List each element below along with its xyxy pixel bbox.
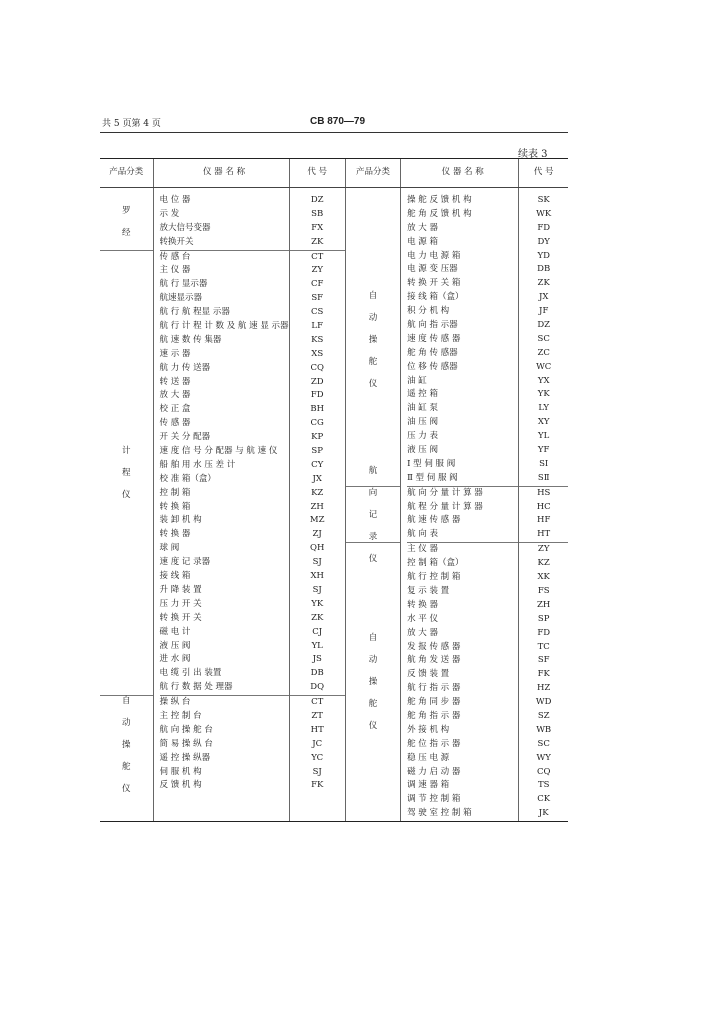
- instrument-code: LF: [311, 321, 323, 332]
- left-category-label: [100, 251, 153, 697]
- category-char: 动: [368, 312, 378, 323]
- instrument-name: 液 压 阀: [159, 640, 191, 651]
- instrument-code: ZK: [311, 612, 324, 623]
- instrument-name: 电 位 器: [159, 195, 191, 205]
- instrument-name: 航 程 分 量 计 算 器: [407, 501, 483, 512]
- right-code-group: [519, 194, 568, 487]
- instrument-name: 航 向 表: [407, 529, 438, 540]
- instrument-name: 接 线 箱: [159, 571, 191, 582]
- instrument-code: WB: [536, 724, 552, 735]
- category-char: 舵: [122, 762, 131, 773]
- right-name-group: [407, 543, 518, 821]
- instrument-name: 放 大 器: [407, 222, 438, 233]
- continuation-label: 续表 3: [518, 149, 548, 160]
- instrument-code: ZY: [537, 544, 550, 555]
- instrument-name: 转 换 器: [159, 529, 191, 540]
- instrument-code: JF: [539, 306, 549, 317]
- instrument-code: SK: [537, 195, 550, 205]
- left-code-group: [290, 194, 345, 251]
- instrument-code: HF: [537, 515, 551, 526]
- instrument-name: 传 感 器: [159, 418, 191, 429]
- instrument-name: 反 馈 机 构: [159, 780, 202, 791]
- instrument-name: 航 向 分 量 计 算 器: [407, 487, 483, 498]
- instrument-code: CT: [311, 697, 324, 708]
- instrument-code: CY: [311, 459, 324, 470]
- category-char: 自: [368, 290, 378, 301]
- instrument-name: 示 发: [159, 208, 180, 219]
- instrument-name: 转 换 箱: [159, 501, 191, 512]
- category-char: 操: [122, 740, 131, 751]
- instrument-code: SJ: [312, 584, 322, 595]
- left-code-group: [290, 251, 345, 697]
- instrument-name: 积 分 机 构: [407, 306, 450, 317]
- instrument-name: 航 向 指 示器: [407, 320, 458, 331]
- header-rule: [100, 132, 568, 133]
- instrument-name: 校 正 盒: [159, 404, 191, 415]
- instrument-code: ZC: [537, 347, 550, 358]
- instrument-name: 放大信号变器: [159, 222, 211, 233]
- left-name-column: [153, 188, 289, 822]
- category-char: 操: [368, 677, 378, 688]
- instrument-name: 航 向 操 舵 台: [159, 724, 213, 735]
- instrument-name: 航 行 计 程 计 数 及 航 速 显 示器: [159, 321, 289, 332]
- instrument-name: 反 馈 装 置: [407, 669, 450, 680]
- header-category-2: 产品分类: [345, 159, 400, 188]
- instrument-name: 操 纵 台: [159, 697, 191, 708]
- instrument-code: ZD: [310, 376, 324, 387]
- instrument-code: YD: [537, 250, 550, 261]
- instrument-name: 舵 角 传 感器: [407, 347, 458, 358]
- right-category-label: [346, 543, 400, 821]
- instrument-code: DZ: [310, 195, 324, 205]
- instrument-name: 水 平 仪: [407, 613, 438, 624]
- instrument-code: HC: [536, 501, 551, 512]
- instrument-code: FK: [537, 669, 550, 680]
- left-code-group: [290, 696, 345, 793]
- instrument-code: KP: [311, 432, 324, 443]
- instrument-name: 主 仪 器: [159, 265, 191, 276]
- instrument-name: 舵 位 指 示 器: [407, 738, 461, 749]
- instrument-code: DY: [537, 236, 550, 247]
- instrument-name: 速 度 信 号 分 配器 与 航 速 仪: [159, 446, 278, 457]
- instrument-name: 速 度 传 感 器: [407, 333, 461, 344]
- instrument-code: YL: [311, 640, 323, 651]
- instrument-code: BH: [310, 404, 325, 415]
- instrument-code: SJ: [312, 766, 322, 777]
- instrument-code: JC: [312, 738, 323, 749]
- instrument-name: 航 行 指 示 器: [407, 683, 461, 694]
- table-body: [100, 188, 568, 822]
- instrument-code: HT: [537, 529, 551, 540]
- instrument-code: CS: [311, 307, 324, 318]
- instrument-name: 速 度 记 录器: [159, 557, 211, 568]
- page-number-header: 共 5 页第 4 页: [102, 119, 161, 129]
- category-char: 仪: [122, 784, 131, 795]
- right-category-label: [346, 194, 400, 487]
- instrument-code: WK: [536, 208, 552, 219]
- instrument-name: 位 移 传 感器: [407, 361, 458, 372]
- instrument-code: FS: [537, 585, 550, 596]
- instrument-code: TC: [537, 641, 550, 652]
- instrument-name: 球 阀: [159, 543, 180, 554]
- instrument-code: ZK: [537, 278, 550, 289]
- instrument-code: YK: [311, 598, 324, 609]
- instrument-name: 电 缆 引 出 装置: [159, 668, 222, 679]
- instrument-name: 转换开关: [159, 236, 194, 247]
- instrument-name: 航 行 航 程显 示器: [159, 307, 230, 318]
- instrument-name: 航 力 传 送器: [159, 362, 211, 373]
- category-char: 罗: [122, 205, 131, 216]
- instrument-code: XS: [311, 348, 324, 359]
- instrument-name: 航 速 传 感 器: [407, 515, 461, 526]
- instrument-code: ZK: [311, 236, 324, 247]
- instrument-code: SF: [537, 655, 550, 666]
- instrument-name: 电 源 箱: [407, 236, 438, 247]
- right-name-column: [401, 188, 519, 822]
- instrument-name: 速 示 器: [159, 348, 191, 359]
- category-char: 录: [368, 531, 378, 542]
- instrument-name: 磁 电 计: [159, 626, 191, 637]
- left-name-group: [160, 696, 289, 793]
- instrument-name: 调 速 器 箱: [407, 780, 450, 791]
- instrument-code: TS: [537, 780, 550, 791]
- instrument-code: MZ: [309, 515, 325, 526]
- category-char: 经: [122, 227, 131, 238]
- instrument-code-table: [100, 158, 568, 822]
- instrument-code: CQ: [536, 766, 551, 777]
- instrument-code: FD: [537, 627, 551, 638]
- instrument-name: 舵 角 指 示 器: [407, 710, 461, 721]
- instrument-name: 航速显示器: [159, 293, 203, 304]
- instrument-name: Ⅰ 型 伺 服 阀: [407, 458, 456, 469]
- instrument-name: 转 换 开 关: [159, 612, 202, 623]
- right-code-group: [519, 487, 568, 544]
- right-category-label: [346, 465, 400, 564]
- instrument-name: 油 压 阀: [407, 417, 438, 428]
- instrument-code: CK: [537, 794, 551, 805]
- instrument-code: ZJ: [312, 529, 322, 540]
- instrument-code: QH: [310, 543, 325, 554]
- instrument-code: HZ: [537, 683, 551, 694]
- left-category-label: [100, 696, 153, 793]
- instrument-code: KZ: [311, 487, 324, 498]
- instrument-code: XK: [537, 572, 550, 583]
- category-char: 向: [368, 487, 378, 498]
- instrument-code: WC: [536, 361, 552, 372]
- instrument-code: CQ: [310, 362, 324, 373]
- right-code-group: [519, 543, 568, 821]
- instrument-name: 电 力 电 源 箱: [407, 250, 461, 261]
- instrument-name: 航 角 发 送 器: [407, 655, 461, 666]
- instrument-code: WD: [535, 697, 552, 708]
- category-char: 程: [122, 467, 131, 478]
- instrument-code: SZ: [537, 710, 550, 721]
- instrument-code: HS: [537, 487, 551, 498]
- standard-code-header: CB 870—79: [310, 116, 366, 127]
- category-char: 动: [122, 718, 131, 729]
- instrument-code: YF: [537, 445, 550, 456]
- instrument-code: KZ: [537, 558, 550, 569]
- instrument-code: LY: [538, 403, 550, 414]
- instrument-code: KS: [311, 334, 324, 345]
- instrument-name: 主 仪 器: [407, 544, 438, 555]
- instrument-name: 遥 控 箱: [407, 389, 438, 400]
- instrument-code: SP: [311, 446, 323, 457]
- instrument-code: ZT: [311, 710, 323, 721]
- right-code-column: [519, 188, 568, 822]
- instrument-name: 船 舶 用 水 压 差 计: [159, 459, 236, 470]
- table-header-row: [100, 159, 568, 188]
- instrument-name: 开 关 分 配器: [159, 432, 211, 443]
- instrument-name: 外 接 机 构: [407, 724, 450, 735]
- category-char: 记: [368, 509, 378, 520]
- instrument-name: 航 行 控 制 箱: [407, 572, 461, 583]
- instrument-code: YK: [537, 389, 550, 400]
- instrument-name: 驾 驶 室 控 制 箱: [407, 808, 472, 819]
- instrument-code: SB: [311, 208, 324, 219]
- instrument-name: 磁 力 启 动 器: [407, 766, 461, 777]
- instrument-code: DB: [537, 264, 551, 275]
- category-char: 自: [122, 696, 131, 707]
- header-name: 仪 器 名 称: [153, 159, 289, 188]
- category-char: 舵: [368, 699, 378, 710]
- right-name-group: [407, 194, 518, 487]
- category-char: 舵: [368, 356, 378, 367]
- instrument-code: DZ: [537, 320, 551, 331]
- instrument-name: 舵 角 反 馈 机 构: [407, 208, 472, 219]
- instrument-code: SC: [537, 333, 550, 344]
- instrument-code: ZY: [311, 265, 323, 276]
- instrument-name: 传 感 台: [159, 251, 191, 262]
- instrument-name: 进 水 阀: [159, 654, 191, 665]
- header-category: 产品分类: [100, 159, 153, 188]
- instrument-code: JX: [312, 473, 322, 484]
- instrument-code: FD: [310, 390, 324, 401]
- instrument-name: 升 降 装 置: [159, 584, 202, 595]
- category-char: 航: [368, 465, 378, 476]
- left-category-column: [100, 188, 153, 822]
- instrument-code: FD: [537, 222, 551, 233]
- instrument-code: DQ: [310, 682, 325, 693]
- instrument-name: 压 力 开 关: [159, 598, 202, 609]
- left-name-group: [160, 251, 289, 697]
- instrument-name: 转 送 器: [159, 376, 191, 387]
- left-code-column: [289, 188, 345, 822]
- category-char: 计: [122, 445, 131, 456]
- instrument-name: 调 节 控 制 箱: [407, 794, 461, 805]
- instrument-name: 遥 控 操 纵器: [159, 752, 211, 763]
- instrument-name: 航 速 数 传 集器: [159, 334, 222, 345]
- instrument-code: SC: [537, 738, 550, 749]
- instrument-code: XH: [310, 571, 324, 582]
- instrument-name: 转 换 开 关 箱: [407, 278, 461, 289]
- instrument-name: 转 换 器: [407, 599, 438, 610]
- instrument-code: DB: [310, 668, 324, 679]
- category-char: 仪: [368, 721, 378, 732]
- category-char: 动: [368, 655, 378, 666]
- table-content-row: [100, 188, 568, 822]
- instrument-name: 油 缸: [407, 375, 427, 386]
- instrument-code: HT: [310, 724, 324, 735]
- instrument-code: ZH: [310, 501, 324, 512]
- category-char: 操: [368, 334, 378, 345]
- instrument-code: SⅡ: [537, 472, 550, 483]
- instrument-code: JS: [312, 654, 322, 665]
- instrument-code: SⅠ: [539, 458, 549, 469]
- instrument-name: 航 行 数 据 处 理器: [159, 682, 233, 693]
- instrument-code: CF: [311, 279, 324, 290]
- instrument-code: JX: [538, 292, 549, 303]
- header-name-2: 仪 器 名 称: [401, 159, 519, 188]
- instrument-code: FX: [311, 222, 324, 233]
- instrument-name: 装 卸 机 构: [159, 515, 202, 526]
- left-category-label: [100, 194, 153, 251]
- instrument-code: WY: [536, 752, 551, 763]
- instrument-name: 简 易 操 纵 台: [159, 738, 213, 749]
- instrument-name: 校 准 箱（盒）: [159, 473, 216, 484]
- instrument-name: 接 线 箱（盒）: [407, 292, 464, 303]
- instrument-name: 主 控 制 台: [159, 710, 202, 721]
- left-name-group: [160, 194, 289, 251]
- instrument-name: 复 示 装 置: [407, 585, 450, 596]
- instrument-name: 放 大 器: [407, 627, 438, 638]
- category-char: 仪: [122, 489, 131, 500]
- header-code-2: 代 号: [519, 159, 568, 188]
- instrument-name: 电 源 变 压器: [407, 264, 458, 275]
- instrument-code: YL: [538, 431, 550, 442]
- right-category-column: [345, 188, 400, 822]
- instrument-code: ZH: [537, 599, 551, 610]
- instrument-code: YC: [311, 752, 324, 763]
- instrument-name: 压 力 表: [407, 431, 438, 442]
- instrument-name: 液 压 阀: [407, 445, 438, 456]
- instrument-name: 发 报 传 感 器: [407, 641, 461, 652]
- instrument-code: JK: [538, 808, 549, 819]
- instrument-name: 稳 压 电 源: [407, 752, 450, 763]
- category-char: 仪: [368, 378, 378, 389]
- right-name-group: [407, 487, 518, 544]
- instrument-name: Ⅱ 型 伺 服 阀: [407, 472, 458, 483]
- instrument-name: 航 行 显示器: [159, 279, 208, 290]
- instrument-code: FK: [311, 780, 324, 791]
- instrument-code: SF: [311, 293, 324, 304]
- category-char: 自: [368, 633, 378, 644]
- instrument-name: 舵 角 同 步 器: [407, 697, 461, 708]
- instrument-code: SJ: [312, 557, 322, 568]
- instrument-code: XY: [537, 417, 550, 428]
- instrument-name: 伺 服 机 构: [159, 766, 202, 777]
- instrument-code: SP: [537, 613, 550, 624]
- instrument-name: 油 缸 泵: [407, 403, 438, 414]
- header-code: 代 号: [289, 159, 345, 188]
- instrument-code: CT: [311, 251, 324, 262]
- instrument-code: CG: [310, 418, 324, 429]
- instrument-code: CJ: [312, 626, 323, 637]
- category-char: 仪: [368, 553, 378, 564]
- instrument-name: 控 制 箱（盒）: [407, 558, 464, 569]
- instrument-name: 操 舵 反 馈 机 构: [407, 195, 472, 205]
- instrument-name: 控 制 箱: [159, 487, 191, 498]
- instrument-code: YX: [537, 375, 550, 386]
- instrument-name: 放 大 器: [159, 390, 191, 401]
